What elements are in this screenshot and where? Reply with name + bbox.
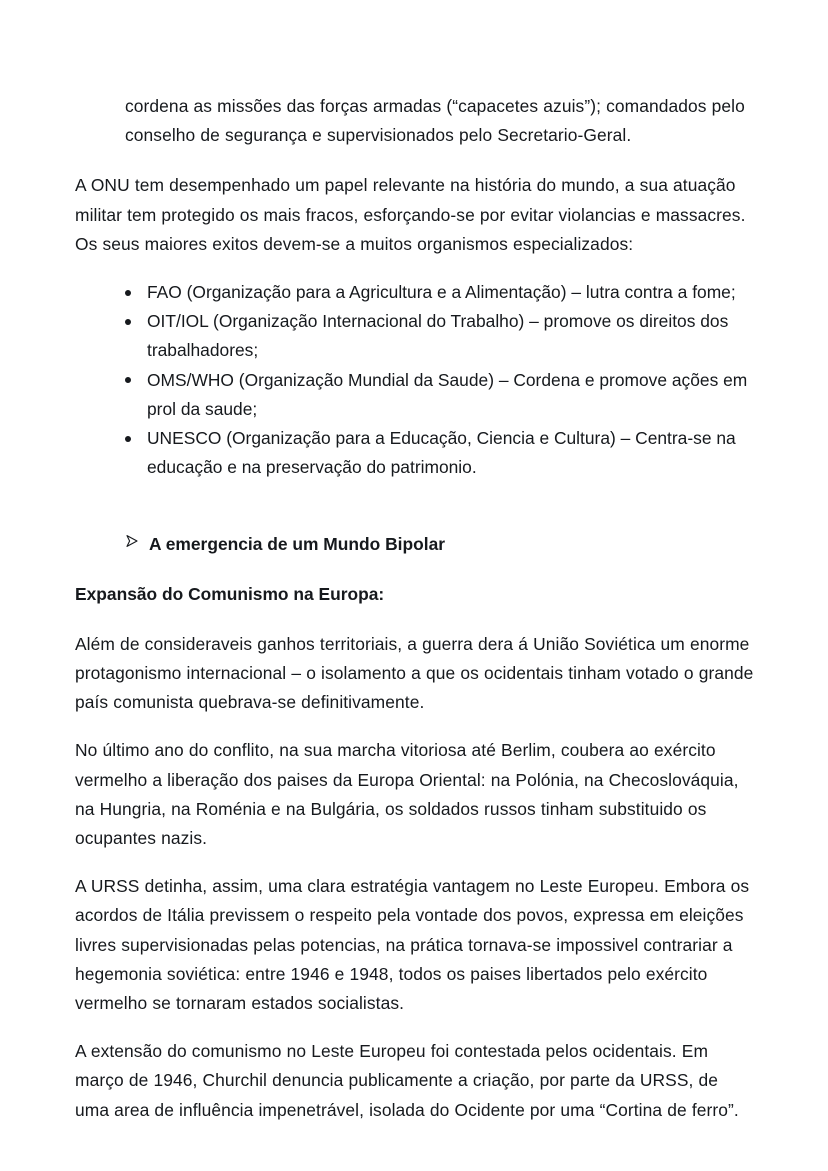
paragraph-onu: A ONU tem desempenhado um papel relevante na história do mundo, a sua atuação militar tem protegido os mais fracos, esforçando-se por evitar violancias e massacres. Os seus maiores exitos devem-se a muitos organismos especializados: xyxy=(75,175,746,254)
bullet-disc-icon xyxy=(125,436,131,442)
sub-heading: Expansão do Comunismo na Europa: xyxy=(75,583,385,604)
paragraph-uniao-sovietica: Além de consideraveis ganhos territoriais, a guerra dera á União Soviética um enorme protagonismo internacional – o isolamento a que os ocidentais tinham votado o grande país comunista quebrava-se definitivamente. xyxy=(75,633,754,713)
bullet-disc-icon xyxy=(125,290,131,296)
document-body xyxy=(75,92,757,1125)
arrow-right-icon xyxy=(123,532,141,550)
organizations-list xyxy=(75,278,757,482)
list-item-label: OMS/WHO (Organização Mundial da Saude) – Cordena e promove ações em prol da saude; xyxy=(147,369,748,419)
list-item xyxy=(125,278,757,307)
section-heading-label: A emergencia de um Mundo Bipolar xyxy=(149,534,446,555)
paragraph-cortina-ferro: A extensão do comunismo no Leste Europeu foi contestada pelos ocidentais. Em março de 1946, Churchil denuncia publicamente a criação, por parte da URSS, de uma area de influência impenetrável, isolada do Ocidente por uma “Cortina de ferro”. xyxy=(75,1041,739,1120)
list-item-label: OIT/IOL (Organização Internacional do Trabalho) – promove os direitos dos trabalhadores; xyxy=(147,311,729,361)
list-item-label: FAO (Organização para a Agricultura e a Alimentação) – lutra contra a fome; xyxy=(147,282,736,303)
paragraph-urss: A URSS detinha, assim, uma clara estratégia vantagem no Leste Europeu. Embora os acordos de Itália previssem o respeito pela vontade dos povos, expressa em eleições livres supervisionadas pelas potencias, na prática tornava-se impossivel contrariar a hegemonia soviética: entre 1946 e 1948, todos os paises libertados pelo exército vermelho se tornaram estados socialistas. xyxy=(75,876,750,1014)
continuation-paragraph: cordena as missões das forças armadas (“capacetes azuis”); comandados pelo conselho de segurança e supervisionados pelo Secretario-Geral. xyxy=(125,96,745,146)
list-item xyxy=(125,424,757,482)
list-item-label: UNESCO (Organização para a Educação, Ciencia e Cultura) – Centra-se na educação e na preservação do patrimonio. xyxy=(147,428,736,478)
bullet-disc-icon xyxy=(125,319,131,325)
section-heading xyxy=(125,530,757,559)
list-item xyxy=(125,307,757,365)
paragraph-berlim: No último ano do conflito, na sua marcha vitoriosa até Berlim, coubera ao exército vermelho a liberação dos paises da Europa Oriental: na Polónia, na Checoslováquia, na Hungria, na Roménia e na Bulgária, os soldados russos tinham substituido os ocupantes nazis. xyxy=(75,740,739,849)
bullet-disc-icon xyxy=(125,377,131,383)
list-item xyxy=(125,366,757,424)
